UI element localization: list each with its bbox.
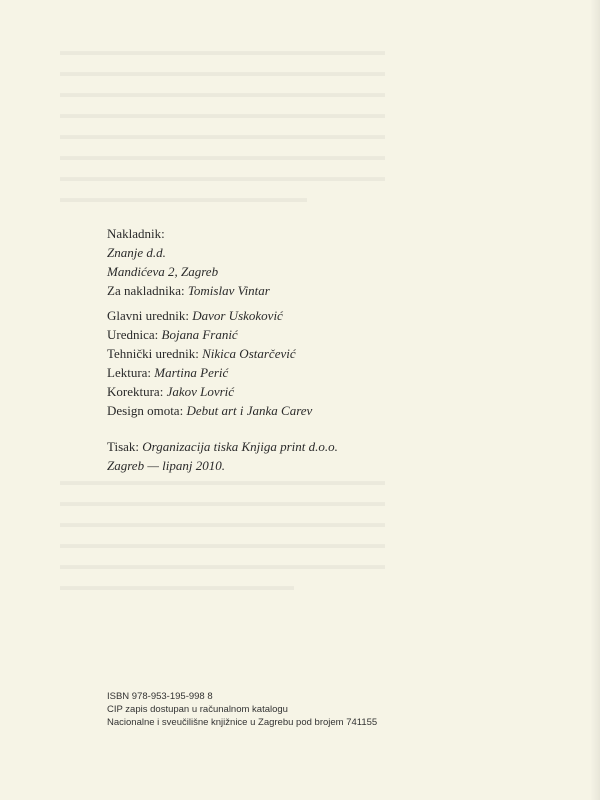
credit-value: Jakov Lovrić — [166, 384, 235, 399]
credit-cover-design — [107, 401, 312, 420]
credit-value: Debut art i Janka Carev — [186, 403, 313, 418]
publisher-representative — [107, 281, 270, 300]
credit-value: Nikica Ostarčević — [202, 346, 296, 361]
credit-value: Davor Uskoković — [192, 308, 283, 323]
credits-block — [107, 306, 312, 420]
credit-label: Tehnički urednik: — [107, 346, 199, 361]
credit-value: Bojana Franić — [161, 327, 238, 342]
credit-technical-editor — [107, 344, 312, 363]
page-edge-shadow — [590, 0, 600, 800]
publisher-address: Mandićeva 2, Zagreb — [107, 264, 219, 279]
credit-editor-in-chief — [107, 306, 312, 325]
show-through-text-bottom: ▬▬▬▬▬▬▬▬▬▬▬▬▬▬▬▬▬▬▬▬▬▬▬▬▬ ▬▬▬▬▬▬▬▬▬▬▬▬▬▬▬▬▬▬▬▬▬▬▬▬▬ ▬▬▬▬▬▬▬▬▬▬▬▬▬▬▬▬▬▬▬▬▬▬▬▬▬ ▬▬▬▬▬▬▬▬▬▬▬▬▬▬▬▬▬▬▬▬▬▬▬▬▬ ▬▬▬▬▬▬▬▬▬▬▬▬▬▬▬▬▬▬▬▬▬▬▬▬▬ ▬▬▬▬▬▬▬▬▬▬▬▬▬▬▬▬▬▬ — [60, 473, 385, 593]
credit-proofreading — [107, 382, 312, 401]
print-house — [107, 437, 338, 456]
credit-label: Glavni urednik: — [107, 308, 189, 323]
show-through-text-top: ▬▬▬▬▬▬▬▬▬▬▬▬▬▬▬▬▬▬▬▬▬▬▬▬▬ ▬▬▬▬▬▬▬▬▬▬▬▬▬▬▬▬▬▬▬▬▬▬▬▬▬ ▬▬▬▬▬▬▬▬▬▬▬▬▬▬▬▬▬▬▬▬▬▬▬▬▬ ▬▬▬▬▬▬▬▬▬▬▬▬▬▬▬▬▬▬▬▬▬▬▬▬▬ ▬▬▬▬▬▬▬▬▬▬▬▬▬▬▬▬▬▬▬▬▬▬▬▬▬ ▬▬▬▬▬▬▬▬▬▬▬▬▬▬▬▬▬▬▬▬▬▬▬▬▬ ▬▬▬▬▬▬▬▬▬▬▬▬▬▬▬▬▬▬▬▬▬▬▬▬▬ ▬▬▬▬▬▬▬▬▬▬▬▬▬▬▬▬▬▬▬ — [60, 43, 385, 205]
credit-label: Korektura: — [107, 384, 164, 399]
representative-name: Tomislav Vintar — [187, 283, 270, 298]
cip-line-2: Nacionalne i sveučilišne knjižnice u Zagrebu pod brojem 741155 — [107, 717, 378, 728]
representative-label: Za nakladnika: — [107, 283, 185, 298]
credit-label: Design omota: — [107, 403, 184, 418]
isbn: ISBN 978-953-195-998 8 — [107, 691, 213, 702]
credit-label: Urednica: — [107, 327, 159, 342]
credit-editor — [107, 325, 312, 344]
print-place-date: Zagreb — lipanj 2010. — [107, 458, 225, 473]
print-block — [107, 437, 338, 475]
publisher-block — [107, 224, 270, 300]
credit-language-editing — [107, 363, 312, 382]
credit-label: Lektura: — [107, 365, 152, 380]
credit-value: Martina Perić — [154, 365, 229, 380]
print-label: Tisak: — [107, 439, 140, 454]
cip-line-1: CIP zapis dostupan u računalnom katalogu — [107, 704, 288, 715]
print-value: Organizacija tiska Knjiga print d.o.o. — [142, 439, 338, 454]
publisher-label: Nakladnik: — [107, 226, 165, 241]
publisher-name: Znanje d.d. — [107, 245, 166, 260]
cip-block — [107, 690, 377, 729]
